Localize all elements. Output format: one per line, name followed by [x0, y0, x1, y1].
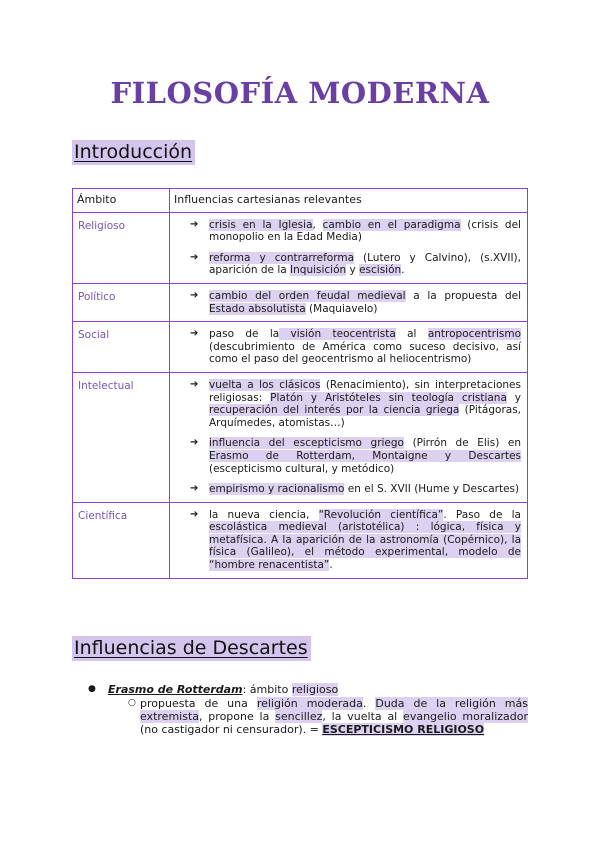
sub-list-text	[140, 697, 528, 736]
highlighted-text: crisis en la Iglesia	[209, 218, 313, 231]
bullet-text	[209, 252, 521, 277]
highlighted-text: cambio del orden feudal medieval	[209, 289, 406, 302]
text-segment: paso de la	[209, 328, 280, 341]
text-segment: (descubrimiento de América como suceso decisivo, así como el paso del geocentrismo al heliocentrismo)	[209, 340, 521, 366]
text-segment: .	[362, 697, 376, 710]
highlighted-text: sencillez	[275, 710, 323, 723]
sub-list-item	[128, 697, 528, 736]
highlighted-text: escisión	[359, 264, 402, 277]
table-row	[73, 283, 528, 321]
bullet-item	[190, 437, 521, 475]
highlighted-text: visión teocentrista	[279, 328, 396, 341]
list-item-text	[108, 683, 338, 696]
bullet-item	[190, 290, 521, 315]
table-body	[73, 212, 528, 578]
heading-introduccion: Introducción	[72, 140, 195, 165]
header-influencias: Influencias cartesianas relevantes	[170, 189, 528, 213]
arrow-right-icon: ➔	[190, 508, 199, 520]
bullet-item	[190, 379, 521, 429]
influences-list	[88, 683, 528, 736]
bullet-text	[209, 509, 521, 572]
table-row	[73, 502, 528, 578]
category-cell: Social	[73, 322, 170, 373]
arrow-right-icon: ➔	[190, 437, 199, 449]
text-segment: y	[506, 391, 521, 404]
arrow-right-icon: ➔	[190, 378, 199, 390]
bullet-text	[209, 483, 521, 496]
text-segment: , propone la	[199, 710, 276, 723]
text-segment: (Pirrón de Elis) en	[403, 437, 521, 450]
table-row	[73, 372, 528, 502]
text-segment: (Renacimiento), sin interpretaciones religiosas:	[209, 378, 521, 404]
bullet-item	[190, 483, 521, 496]
highlighted-text: evangelio moralizador	[403, 710, 528, 723]
category-cell: Religioso	[73, 212, 170, 283]
highlighted-text: Platón y Aristóteles sin teología cristiana	[270, 391, 507, 404]
text-segment: la nueva ciencia,	[209, 508, 319, 521]
text-segment: propuesta de una	[140, 697, 257, 710]
arrow-right-icon: ➔	[190, 218, 199, 230]
highlighted-text: religión moderada	[256, 697, 363, 710]
header-ambito: Ámbito	[73, 189, 170, 213]
list-item-after: : ámbito	[242, 683, 292, 696]
text-segment: (crisis del monopolio en la Edad Media)	[209, 218, 521, 244]
table-row	[73, 212, 528, 283]
bullet-text	[209, 437, 521, 475]
text-segment: , la vuelta al	[322, 710, 404, 723]
table-row	[73, 322, 528, 373]
text-segment: (Lutero y Calvino), (s.XVII), aparición de la	[209, 251, 521, 277]
text-segment: . Paso de la	[443, 508, 521, 521]
bullet-circle-icon: ○	[128, 698, 136, 708]
person-name: Erasmo de Rotterdam	[108, 683, 243, 696]
highlighted-text: recuperación del interés por la ciencia griega	[209, 404, 460, 417]
text-segment: al	[395, 328, 428, 341]
content-cell	[170, 322, 528, 373]
highlighted-text: vuelta a los clásicos	[209, 378, 321, 391]
category-cell: Científica	[73, 502, 170, 578]
highlighted-text: “Revolución científica”	[318, 508, 444, 521]
highlighted-text: empirismo y racionalismo	[209, 483, 345, 496]
page-title: FILOSOFÍA MODERNA	[110, 76, 490, 110]
content-cell	[170, 212, 528, 283]
bullet-item	[190, 328, 521, 366]
bullet-text	[209, 328, 521, 366]
influences-table	[72, 188, 528, 579]
table-header-row	[73, 189, 528, 213]
heading-influencias-descartes: Influencias de Descartes	[72, 636, 311, 661]
bullet-text	[209, 290, 521, 315]
list-item-erasmo	[88, 683, 528, 696]
highlighted-text: Erasmo de Rotterdam, Montaigne y Descartes	[209, 449, 521, 462]
highlighted-text: Duda de la religión más extremista	[140, 697, 528, 723]
bullet-text	[209, 379, 521, 429]
content-cell	[170, 283, 528, 321]
bullet-item	[190, 252, 521, 277]
text-segment: ,	[312, 218, 323, 231]
highlighted-text: escolástica medieval (aristotélica) : lógica, física y metafísica. A la aparición de la astronomía (Copérnico), la física (Galileo), el método experimental, modelo de “hombre renacentista”	[209, 521, 521, 572]
highlighted-text: ESCEPTICISMO RELIGIOSO	[322, 723, 485, 736]
text-segment: (Pitágoras, Arquímedes, atomistas…)	[209, 404, 521, 429]
highlighted-text: Inquisición	[290, 264, 347, 277]
highlighted-text: reforma y contrarreforma	[209, 251, 355, 264]
content-cell	[170, 372, 528, 502]
category-cell: Intelectual	[73, 372, 170, 502]
arrow-right-icon: ➔	[190, 328, 199, 340]
text-segment: (Maquiavelo)	[305, 302, 378, 315]
arrow-right-icon: ➔	[190, 289, 199, 301]
text-segment: y	[346, 264, 360, 277]
bullet-dot-icon: ●	[88, 684, 96, 694]
category-cell: Político	[73, 283, 170, 321]
text-segment: .	[329, 559, 333, 572]
text-segment: (escepticismo cultural, y metódico)	[209, 462, 395, 475]
text-segment: (no castigador ni censurador). =	[140, 723, 323, 736]
arrow-right-icon: ➔	[190, 483, 199, 495]
highlighted-text: cambio en el paradigma	[322, 218, 461, 231]
text-segment: en el S. XVII (Hume y Descartes)	[344, 483, 520, 496]
highlighted-text: Estado absolutista	[209, 302, 306, 315]
highlighted-text: influencia del escepticismo griego	[209, 437, 404, 450]
list-item-highlight: religioso	[291, 683, 339, 696]
arrow-right-icon: ➔	[190, 251, 199, 263]
bullet-item	[190, 509, 521, 572]
highlighted-text: antropocentrismo	[427, 328, 521, 341]
bullet-item	[190, 219, 521, 244]
text-segment: .	[401, 264, 405, 277]
text-segment: a la propuesta del	[405, 289, 522, 302]
bullet-text	[209, 219, 521, 244]
content-cell	[170, 502, 528, 578]
